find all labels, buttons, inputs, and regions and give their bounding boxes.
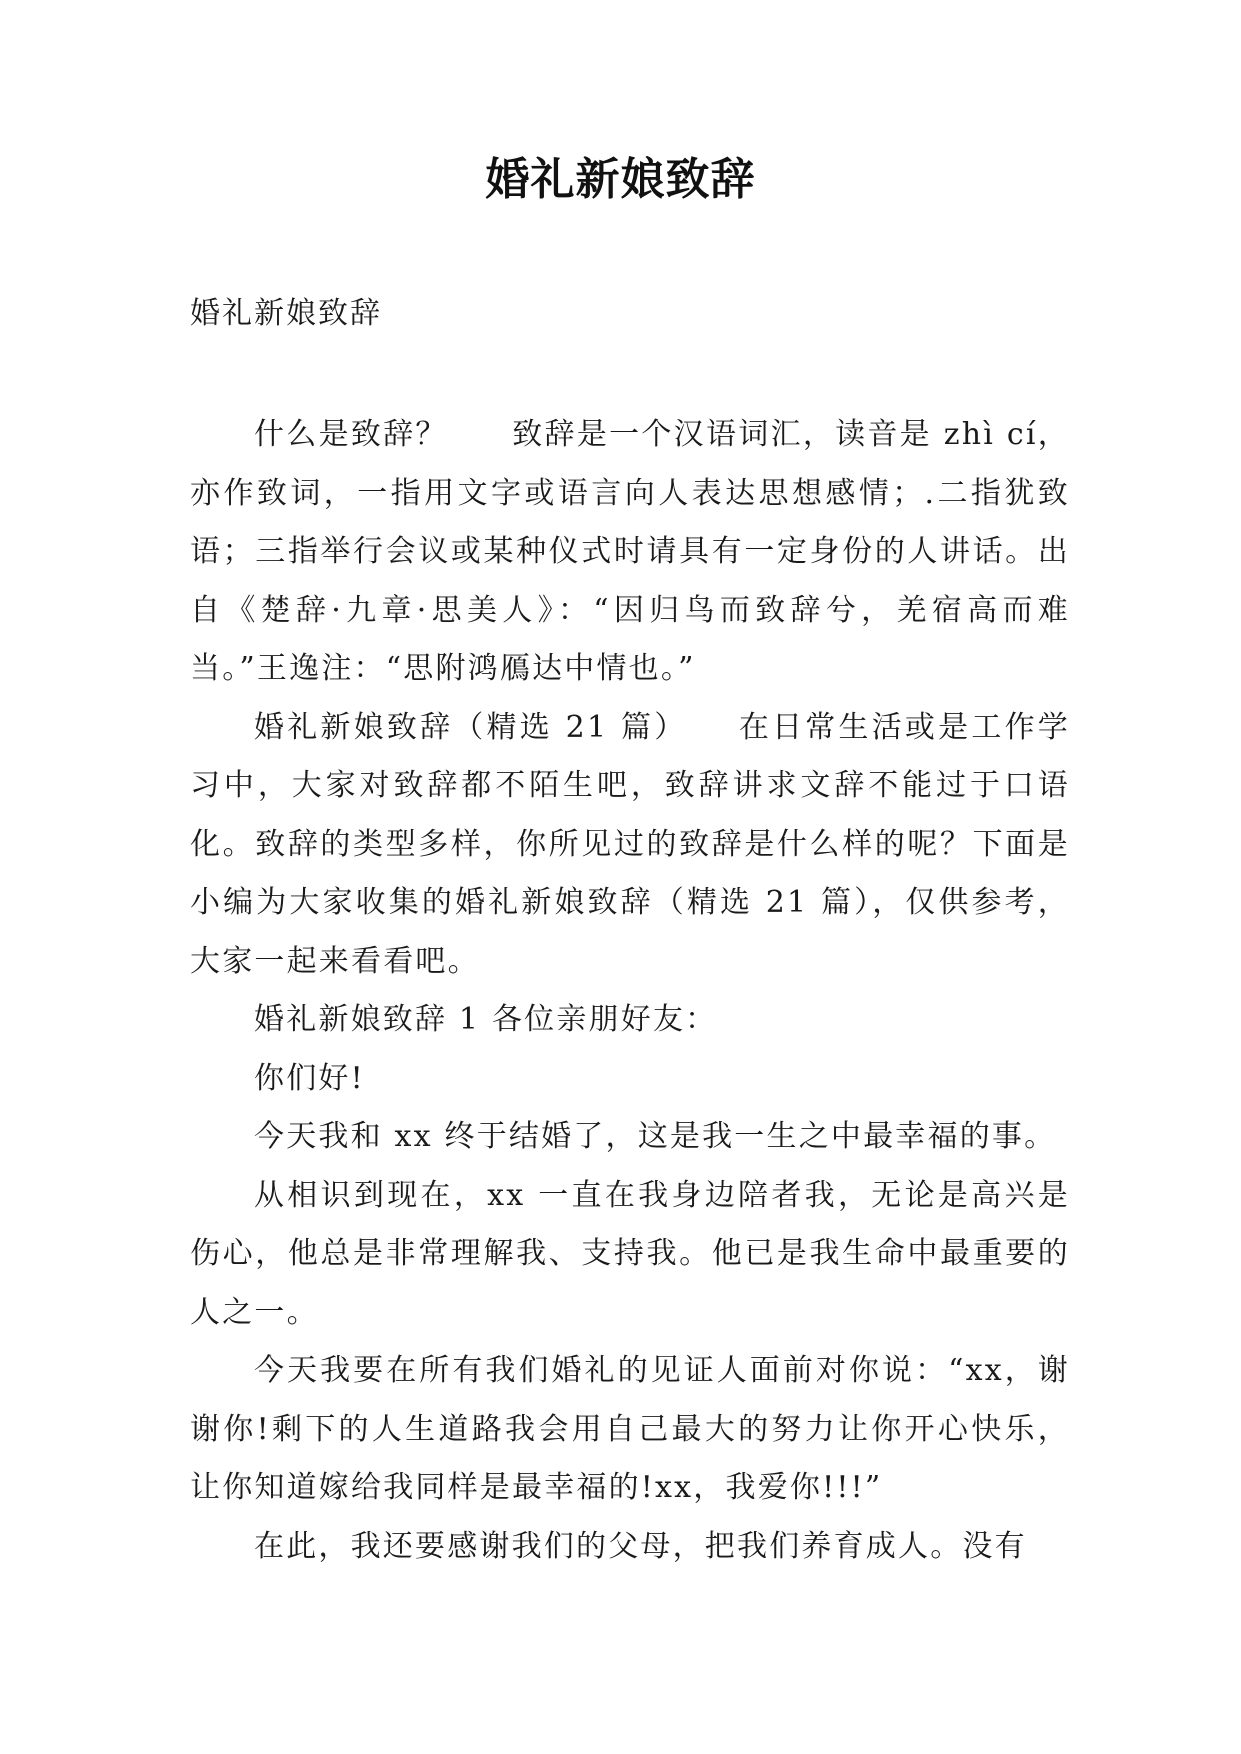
paragraph-vow: 今天我要在所有我们婚礼的见证人面前对你说：“xx，谢谢你!剩下的人生道路我会用自己最大的努力让你开心快乐，让你知道嫁给我同样是最幸福的!xx，我爱你!!!” bbox=[190, 1353, 1070, 1505]
paragraph-companion: 从相识到现在，xx 一直在我身边陪者我，无论是高兴是伤心，他总是非常理解我、支持我。他已是我生命中最重要的人之一。 bbox=[190, 1177, 1070, 1330]
paragraph-intro: 婚礼新娘致辞（精选 21 篇） 在日常生活或是工作学习中，大家对致辞都不陌生吧，致辞讲求文辞不能过于口语化。致辞的类型多样，你所见过的致辞是什么样的呢？下面是小编为大家收集的婚礼新娘致辞（精选 21 篇），仅供参考，大家一起来看看吧。 bbox=[190, 709, 1070, 979]
paragraph-greeting: 你们好! bbox=[254, 1060, 365, 1096]
document-title: 婚礼新娘致辞 bbox=[485, 154, 756, 205]
paragraph-thanks-parents: 在此，我还要感谢我们的父母，把我们养育成人。没有 bbox=[254, 1528, 1027, 1564]
document-subtitle: 婚礼新娘致辞 bbox=[190, 296, 382, 331]
document-body bbox=[190, 406, 1070, 1576]
paragraph-married: 今天我和 xx 终于结婚了，这是我一生之中最幸福的事。 bbox=[254, 1119, 1057, 1154]
paragraph-definition: 什么是致辞？ 致辞是一个汉语词汇，读音是 zhì cí，亦作致词，一指用文字或语言向人表达思想感情；.二指犹致语；三指举行会议或某种仪式时请具有一定身份的人讲话。出自《楚辞·九章·思美人》：“因归鸟而致辞兮，羌宿高而难当。”王逸注：“思附鸿鴈达中情也。” bbox=[190, 417, 1070, 686]
paragraph-speech-heading: 婚礼新娘致辞 1 各位亲朋好友： bbox=[254, 1002, 718, 1037]
